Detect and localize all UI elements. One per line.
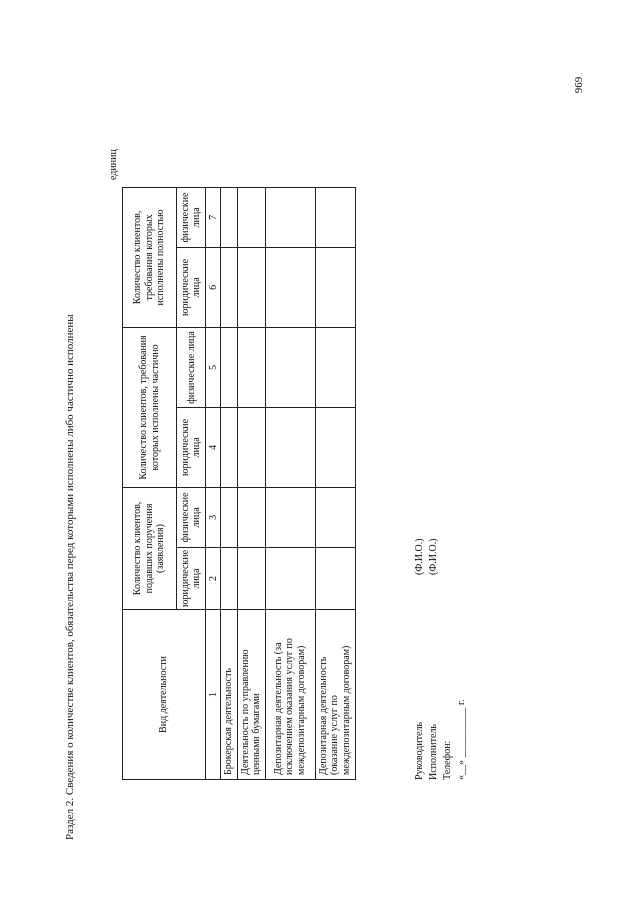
header-group-partial: Количество клиентов, требования которых исполнены частично bbox=[123, 327, 177, 487]
table-cell bbox=[315, 327, 355, 407]
header-group-submitted: Количество клиентов, подавших поручения (заявления) bbox=[123, 487, 177, 609]
column-number: 1 bbox=[206, 610, 221, 780]
table-cell bbox=[221, 247, 238, 327]
signature-line bbox=[427, 538, 441, 780]
table-cell bbox=[315, 547, 355, 609]
rotated-document bbox=[58, 20, 618, 840]
subheader-legal: юридические лица bbox=[177, 547, 206, 609]
report-table bbox=[122, 187, 356, 780]
table-cell bbox=[265, 327, 315, 407]
column-number: 3 bbox=[206, 487, 221, 547]
subheader-physical: физические лица bbox=[177, 187, 206, 247]
table-cell bbox=[265, 247, 315, 327]
table-row bbox=[221, 187, 238, 779]
subheader-physical: физические лица bbox=[177, 487, 206, 547]
column-number: 6 bbox=[206, 247, 221, 327]
unit-label: единиц bbox=[108, 149, 119, 180]
header-group-full: Количество клиентов, требования которых исполнены полностью bbox=[123, 187, 177, 327]
subheader-legal: юридические лица bbox=[177, 247, 206, 327]
table-row bbox=[265, 187, 315, 779]
signature-block bbox=[413, 538, 469, 780]
signature-line bbox=[413, 538, 427, 780]
subheader-legal: юридические лица bbox=[177, 407, 206, 487]
fio-placeholder: (Ф.И.О.) bbox=[428, 538, 439, 575]
table-cell bbox=[221, 487, 238, 547]
fio-placeholder: (Ф.И.О.) bbox=[414, 538, 425, 575]
table-cell bbox=[237, 407, 265, 487]
table-cell bbox=[237, 247, 265, 327]
phone-line bbox=[441, 700, 455, 780]
row-label: Депозитарная деятельность (оказание услуг по междепозитарным договорам) bbox=[315, 610, 355, 780]
section-title: Раздел 2. Сведения о количестве клиентов, обязательства перед которыми исполнены либо частично исполнены bbox=[64, 314, 76, 840]
table-cell bbox=[221, 327, 238, 407]
table-cell bbox=[265, 547, 315, 609]
row-label: Брокерская деятельность bbox=[221, 610, 238, 780]
column-number: 7 bbox=[206, 187, 221, 247]
table-cell bbox=[237, 547, 265, 609]
table-cell bbox=[315, 407, 355, 487]
table-cell bbox=[221, 407, 238, 487]
head-label: Руководитель bbox=[414, 721, 425, 780]
table-cell bbox=[221, 187, 238, 247]
row-label: Депозитарная деятельность (за исключением оказания услуг по междепозитарным договорам) bbox=[265, 610, 315, 780]
table-cell bbox=[221, 547, 238, 609]
table-cell bbox=[237, 487, 265, 547]
table-cell bbox=[265, 407, 315, 487]
column-number: 4 bbox=[206, 407, 221, 487]
executor-label: Исполнитель bbox=[428, 724, 439, 780]
column-number: 5 bbox=[206, 327, 221, 407]
header-activity: Вид деятельности bbox=[123, 610, 206, 780]
column-number: 2 bbox=[206, 547, 221, 609]
table-cell bbox=[315, 247, 355, 327]
date-line bbox=[455, 700, 469, 780]
subheader-physical: физические лица bbox=[177, 327, 206, 407]
table-cell bbox=[315, 487, 355, 547]
table-cell bbox=[237, 327, 265, 407]
table-cell bbox=[237, 187, 265, 247]
table-cell bbox=[315, 187, 355, 247]
table-cell bbox=[265, 487, 315, 547]
phone-label: Телефон: bbox=[442, 740, 453, 780]
row-label: Деятельность по управлению ценными бумагами bbox=[237, 610, 265, 780]
date-placeholder: «__» __________ г. bbox=[456, 699, 467, 780]
table-row bbox=[315, 187, 355, 779]
table-cell bbox=[265, 187, 315, 247]
page-number: 969 bbox=[573, 76, 585, 94]
table-row bbox=[237, 187, 265, 779]
